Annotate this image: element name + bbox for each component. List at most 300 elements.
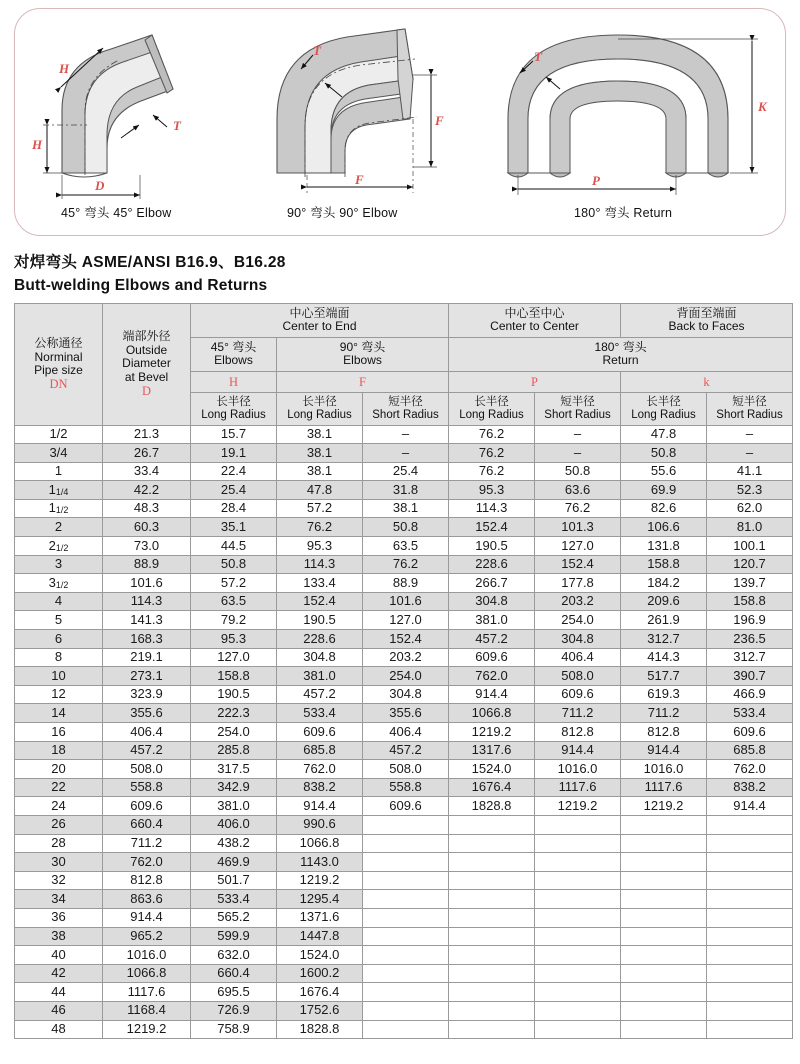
cell-h-long-radius: 95.3 xyxy=(191,630,277,649)
cell-f-short-radius: 558.8 xyxy=(363,778,449,797)
return-180-drawing xyxy=(490,15,790,215)
cell-empty xyxy=(535,815,621,834)
cell-empty xyxy=(449,834,535,853)
header-f-short-radius xyxy=(363,392,449,425)
cell-empty xyxy=(449,983,535,1002)
cell-k-long-radius: 69.9 xyxy=(621,481,707,500)
cell-k-short-radius: 62.0 xyxy=(707,499,793,518)
cell-outside-diameter: 863.6 xyxy=(103,890,191,909)
header-dn-en2: Pipe size xyxy=(34,362,83,377)
cell-empty xyxy=(707,853,793,872)
cell-h-long-radius: 28.4 xyxy=(191,499,277,518)
cell-empty xyxy=(363,815,449,834)
cell-k-long-radius: 209.6 xyxy=(621,592,707,611)
cell-empty xyxy=(621,946,707,965)
diagram-caption-45: 45° 弯头 45° Elbow xyxy=(61,206,172,220)
cell-empty xyxy=(449,908,535,927)
diagram-elbow-45 xyxy=(15,15,265,235)
cell-f-long-radius: 914.4 xyxy=(277,797,363,816)
cell-empty xyxy=(363,927,449,946)
cell-k-short-radius: – xyxy=(707,425,793,444)
cell-empty xyxy=(363,1001,449,1020)
cell-nominal-pipe-size: 28 xyxy=(15,834,103,853)
cell-f-long-radius: 1600.2 xyxy=(277,964,363,983)
table-row xyxy=(15,797,793,816)
cell-empty xyxy=(707,1001,793,1020)
cell-f-short-radius: 25.4 xyxy=(363,462,449,481)
cell-f-short-radius: 76.2 xyxy=(363,555,449,574)
cell-p-long-radius: 457.2 xyxy=(449,630,535,649)
cell-f-long-radius: 381.0 xyxy=(277,667,363,686)
cell-empty xyxy=(363,834,449,853)
cell-empty xyxy=(449,1020,535,1039)
table-row xyxy=(15,667,793,686)
table-row xyxy=(15,723,793,742)
cell-f-long-radius: 533.4 xyxy=(277,704,363,723)
cell-f-long-radius: 457.2 xyxy=(277,685,363,704)
cell-f-long-radius: 57.2 xyxy=(277,499,363,518)
cell-empty xyxy=(621,890,707,909)
elbow-45-drawing xyxy=(15,15,265,215)
cell-p-long-radius: 914.4 xyxy=(449,685,535,704)
cell-h-long-radius: 57.2 xyxy=(191,574,277,593)
cell-empty xyxy=(363,890,449,909)
cell-f-long-radius: 1524.0 xyxy=(277,946,363,965)
header-p-short-radius xyxy=(535,392,621,425)
cell-empty xyxy=(621,927,707,946)
header-dn-cn: 公称通径 xyxy=(34,336,83,351)
p-long-cn: 长半径 xyxy=(474,395,509,408)
cell-outside-diameter: 558.8 xyxy=(103,778,191,797)
diagram-panel xyxy=(14,8,786,236)
cell-k-short-radius: 390.7 xyxy=(707,667,793,686)
cell-nominal-pipe-size: 42 xyxy=(15,964,103,983)
cell-k-long-radius: 1117.6 xyxy=(621,778,707,797)
cell-k-long-radius: 184.2 xyxy=(621,574,707,593)
cell-h-long-radius: 342.9 xyxy=(191,778,277,797)
cell-p-short-radius: – xyxy=(535,425,621,444)
cell-h-long-radius: 758.9 xyxy=(191,1020,277,1039)
cell-p-short-radius: 711.2 xyxy=(535,704,621,723)
cell-f-long-radius: 1371.6 xyxy=(277,908,363,927)
cell-nominal-pipe-size: 38 xyxy=(15,927,103,946)
cell-nominal-pipe-size: 30 xyxy=(15,853,103,872)
cell-p-long-radius: 1219.2 xyxy=(449,723,535,742)
cell-empty xyxy=(535,890,621,909)
cell-k-long-radius: 414.3 xyxy=(621,648,707,667)
cell-p-long-radius: 1524.0 xyxy=(449,760,535,779)
header-h-long-radius xyxy=(191,392,277,425)
diagram-elbow-90 xyxy=(265,15,490,235)
cell-empty xyxy=(535,834,621,853)
table-row xyxy=(15,481,793,500)
cell-outside-diameter: 1066.8 xyxy=(103,964,191,983)
cell-p-short-radius: 127.0 xyxy=(535,537,621,556)
cell-nominal-pipe-size: 21/2 xyxy=(15,537,103,556)
cell-k-long-radius: 261.9 xyxy=(621,611,707,630)
cell-k-short-radius: 236.5 xyxy=(707,630,793,649)
sub45-en: Elbows xyxy=(214,353,253,368)
cell-f-short-radius: 101.6 xyxy=(363,592,449,611)
cell-p-long-radius: 152.4 xyxy=(449,518,535,537)
cell-f-short-radius: 127.0 xyxy=(363,611,449,630)
dim-label-d: D xyxy=(95,178,105,193)
cell-p-short-radius: 50.8 xyxy=(535,462,621,481)
cell-p-long-radius: 1317.6 xyxy=(449,741,535,760)
header-od-symbol: D xyxy=(141,384,152,399)
header-symbol-f xyxy=(277,371,449,392)
cell-outside-diameter: 762.0 xyxy=(103,853,191,872)
cell-k-short-radius: 838.2 xyxy=(707,778,793,797)
cell-h-long-radius: 632.0 xyxy=(191,946,277,965)
cell-empty xyxy=(707,964,793,983)
cell-p-short-radius: 812.8 xyxy=(535,723,621,742)
cell-p-short-radius: 254.0 xyxy=(535,611,621,630)
cell-outside-diameter: 1016.0 xyxy=(103,946,191,965)
cell-k-short-radius: 609.6 xyxy=(707,723,793,742)
f-long-cn: 长半径 xyxy=(302,395,337,408)
cell-empty xyxy=(707,983,793,1002)
cell-outside-diameter: 1168.4 xyxy=(103,1001,191,1020)
diagram-caption-90: 90° 弯头 90° Elbow xyxy=(287,206,398,220)
spec-table-head xyxy=(15,304,793,426)
cell-p-long-radius: 1066.8 xyxy=(449,704,535,723)
header-sub-180-return xyxy=(449,337,793,371)
sub45-cn: 45° 弯头 xyxy=(210,339,257,354)
cell-nominal-pipe-size: 5 xyxy=(15,611,103,630)
table-row xyxy=(15,760,793,779)
cell-f-short-radius: 304.8 xyxy=(363,685,449,704)
cell-empty xyxy=(621,908,707,927)
cell-outside-diameter: 1117.6 xyxy=(103,983,191,1002)
cell-f-long-radius: 76.2 xyxy=(277,518,363,537)
elbow-90-drawing xyxy=(265,15,490,215)
cell-empty xyxy=(707,815,793,834)
dim-label-f-horizontal: F xyxy=(355,172,364,187)
cell-k-long-radius: 312.7 xyxy=(621,630,707,649)
table-row xyxy=(15,1001,793,1020)
cell-p-long-radius: 95.3 xyxy=(449,481,535,500)
cell-nominal-pipe-size: 4 xyxy=(15,592,103,611)
cell-f-short-radius: 63.5 xyxy=(363,537,449,556)
table-row xyxy=(15,778,793,797)
cell-f-long-radius: 685.8 xyxy=(277,741,363,760)
cell-k-long-radius: 1016.0 xyxy=(621,760,707,779)
cell-nominal-pipe-size: 34 xyxy=(15,890,103,909)
cell-f-short-radius: 508.0 xyxy=(363,760,449,779)
sub90-en: Elbows xyxy=(343,353,382,368)
cell-empty xyxy=(621,1001,707,1020)
cell-empty xyxy=(535,983,621,1002)
cell-empty xyxy=(449,927,535,946)
cell-f-short-radius: 88.9 xyxy=(363,574,449,593)
dim-label-k: K xyxy=(758,99,767,114)
table-row xyxy=(15,685,793,704)
cell-empty xyxy=(449,853,535,872)
cell-nominal-pipe-size: 2 xyxy=(15,518,103,537)
cell-f-long-radius: 1219.2 xyxy=(277,871,363,890)
cell-empty xyxy=(621,983,707,1002)
cell-f-short-radius: 50.8 xyxy=(363,518,449,537)
header-row-groups xyxy=(15,304,793,338)
cell-nominal-pipe-size: 10 xyxy=(15,667,103,686)
cell-nominal-pipe-size: 48 xyxy=(15,1020,103,1039)
cell-k-long-radius: 55.6 xyxy=(621,462,707,481)
cell-k-short-radius: 466.9 xyxy=(707,685,793,704)
cell-p-short-radius: 1117.6 xyxy=(535,778,621,797)
cell-h-long-radius: 381.0 xyxy=(191,797,277,816)
cell-outside-diameter: 141.3 xyxy=(103,611,191,630)
cell-f-short-radius: 609.6 xyxy=(363,797,449,816)
f-short-cn: 短半径 xyxy=(388,395,423,408)
table-row xyxy=(15,630,793,649)
cell-h-long-radius: 254.0 xyxy=(191,723,277,742)
cell-outside-diameter: 168.3 xyxy=(103,630,191,649)
cell-k-short-radius: 52.3 xyxy=(707,481,793,500)
cell-outside-diameter: 73.0 xyxy=(103,537,191,556)
group-ctc-en: Center to Center xyxy=(490,319,579,334)
header-dn-en1: Norminal xyxy=(34,349,83,364)
cell-k-short-radius: 120.7 xyxy=(707,555,793,574)
cell-h-long-radius: 599.9 xyxy=(191,927,277,946)
cell-nominal-pipe-size: 32 xyxy=(15,871,103,890)
table-row xyxy=(15,425,793,444)
header-symbol-k xyxy=(621,371,793,392)
cell-outside-diameter: 219.1 xyxy=(103,648,191,667)
cell-empty xyxy=(363,853,449,872)
cell-k-long-radius: 47.8 xyxy=(621,425,707,444)
cell-f-long-radius: 47.8 xyxy=(277,481,363,500)
sub180-en: Return xyxy=(602,353,639,368)
cell-f-long-radius: 990.6 xyxy=(277,815,363,834)
symbol-h: H xyxy=(228,374,239,389)
cell-empty xyxy=(449,890,535,909)
sub90-cn: 90° 弯头 xyxy=(339,339,386,354)
cell-f-long-radius: 1295.4 xyxy=(277,890,363,909)
cell-p-long-radius: 304.8 xyxy=(449,592,535,611)
cell-empty xyxy=(707,1020,793,1039)
cell-nominal-pipe-size: 40 xyxy=(15,946,103,965)
cell-k-long-radius: 711.2 xyxy=(621,704,707,723)
cell-empty xyxy=(535,927,621,946)
cell-outside-diameter: 114.3 xyxy=(103,592,191,611)
table-row xyxy=(15,462,793,481)
table-row xyxy=(15,537,793,556)
cell-p-short-radius: 1219.2 xyxy=(535,797,621,816)
cell-f-long-radius: 190.5 xyxy=(277,611,363,630)
header-od-en3: at Bevel xyxy=(124,369,169,384)
cell-p-short-radius: 508.0 xyxy=(535,667,621,686)
cell-k-short-radius: 312.7 xyxy=(707,648,793,667)
cell-h-long-radius: 222.3 xyxy=(191,704,277,723)
cell-empty xyxy=(621,964,707,983)
cell-f-long-radius: 1143.0 xyxy=(277,853,363,872)
spec-table-wrap xyxy=(14,303,786,1039)
cell-empty xyxy=(707,927,793,946)
table-row xyxy=(15,704,793,723)
cell-h-long-radius: 660.4 xyxy=(191,964,277,983)
cell-h-long-radius: 438.2 xyxy=(191,834,277,853)
cell-p-short-radius: 609.6 xyxy=(535,685,621,704)
cell-k-short-radius: 139.7 xyxy=(707,574,793,593)
cell-empty xyxy=(707,834,793,853)
cell-f-short-radius: – xyxy=(363,425,449,444)
cell-p-long-radius: 76.2 xyxy=(449,462,535,481)
cell-outside-diameter: 914.4 xyxy=(103,908,191,927)
header-dn-symbol: DN xyxy=(49,377,68,392)
cell-k-long-radius: 106.6 xyxy=(621,518,707,537)
cell-f-long-radius: 133.4 xyxy=(277,574,363,593)
cell-empty xyxy=(363,1020,449,1039)
cell-k-long-radius: 158.8 xyxy=(621,555,707,574)
cell-k-short-radius: 196.9 xyxy=(707,611,793,630)
cell-h-long-radius: 127.0 xyxy=(191,648,277,667)
cell-f-long-radius: 95.3 xyxy=(277,537,363,556)
cell-nominal-pipe-size: 1 xyxy=(15,462,103,481)
cell-p-short-radius: 152.4 xyxy=(535,555,621,574)
cell-f-long-radius: 1828.8 xyxy=(277,1020,363,1039)
cell-h-long-radius: 695.5 xyxy=(191,983,277,1002)
cell-nominal-pipe-size: 18 xyxy=(15,741,103,760)
cell-outside-diameter: 42.2 xyxy=(103,481,191,500)
cell-outside-diameter: 33.4 xyxy=(103,462,191,481)
cell-outside-diameter: 812.8 xyxy=(103,871,191,890)
dim-label-h-diagonal: H xyxy=(59,61,70,76)
spec-table-body xyxy=(15,425,793,1039)
header-od-en2: Diameter xyxy=(122,356,171,371)
header-group-back-to-faces xyxy=(621,304,793,338)
cell-empty xyxy=(449,1001,535,1020)
cell-p-short-radius: 177.8 xyxy=(535,574,621,593)
cell-k-long-radius: 517.7 xyxy=(621,667,707,686)
cell-empty xyxy=(707,871,793,890)
group-cte-en: Center to End xyxy=(282,319,357,334)
cell-f-long-radius: 1447.8 xyxy=(277,927,363,946)
dim-label-h-vertical: H xyxy=(32,137,43,152)
cell-f-long-radius: 609.6 xyxy=(277,723,363,742)
cell-nominal-pipe-size: 1/2 xyxy=(15,425,103,444)
cell-empty xyxy=(535,908,621,927)
cell-k-long-radius: 131.8 xyxy=(621,537,707,556)
table-row xyxy=(15,592,793,611)
cell-empty xyxy=(621,871,707,890)
cell-p-long-radius: 76.2 xyxy=(449,444,535,463)
cell-k-short-radius: 81.0 xyxy=(707,518,793,537)
cell-f-short-radius: 457.2 xyxy=(363,741,449,760)
k-short-en: Short Radius xyxy=(716,408,783,421)
table-row xyxy=(15,574,793,593)
cell-f-short-radius: 31.8 xyxy=(363,481,449,500)
cell-empty xyxy=(707,890,793,909)
k-short-cn: 短半径 xyxy=(732,395,767,408)
header-sub-45-elbows xyxy=(191,337,277,371)
cell-f-short-radius: 355.6 xyxy=(363,704,449,723)
group-btf-cn: 背面至端面 xyxy=(676,306,737,320)
cell-p-short-radius: 203.2 xyxy=(535,592,621,611)
cell-nominal-pipe-size: 8 xyxy=(15,648,103,667)
cell-k-long-radius: 82.6 xyxy=(621,499,707,518)
cell-p-short-radius: 304.8 xyxy=(535,630,621,649)
cell-nominal-pipe-size: 26 xyxy=(15,815,103,834)
cell-empty xyxy=(535,871,621,890)
cell-f-long-radius: 1752.6 xyxy=(277,1001,363,1020)
table-row xyxy=(15,741,793,760)
cell-p-short-radius: 406.4 xyxy=(535,648,621,667)
header-od-cn: 端部外径 xyxy=(122,329,171,344)
cell-outside-diameter: 508.0 xyxy=(103,760,191,779)
cell-f-short-radius: 406.4 xyxy=(363,723,449,742)
table-row xyxy=(15,983,793,1002)
cell-h-long-radius: 63.5 xyxy=(191,592,277,611)
sub180-cn: 180° 弯头 xyxy=(594,339,647,354)
cell-h-long-radius: 533.4 xyxy=(191,890,277,909)
cell-nominal-pipe-size: 6 xyxy=(15,630,103,649)
symbol-f: F xyxy=(359,374,366,389)
group-cte-cn: 中心至端面 xyxy=(289,306,350,320)
cell-nominal-pipe-size: 11/4 xyxy=(15,481,103,500)
cell-k-long-radius: 619.3 xyxy=(621,685,707,704)
cell-h-long-radius: 25.4 xyxy=(191,481,277,500)
page-title-cn: 对焊弯头 ASME/ANSI B16.9、B16.28 xyxy=(14,254,286,271)
symbol-p: P xyxy=(531,374,538,389)
cell-p-short-radius: 914.4 xyxy=(535,741,621,760)
cell-nominal-pipe-size: 3/4 xyxy=(15,444,103,463)
cell-f-long-radius: 304.8 xyxy=(277,648,363,667)
cell-k-long-radius: 50.8 xyxy=(621,444,707,463)
cell-nominal-pipe-size: 22 xyxy=(15,778,103,797)
cell-outside-diameter: 355.6 xyxy=(103,704,191,723)
cell-f-short-radius: 38.1 xyxy=(363,499,449,518)
cell-outside-diameter: 88.9 xyxy=(103,555,191,574)
dim-label-t: T xyxy=(313,43,321,58)
cell-outside-diameter: 101.6 xyxy=(103,574,191,593)
table-row xyxy=(15,1020,793,1039)
cell-h-long-radius: 285.8 xyxy=(191,741,277,760)
header-p-long-radius xyxy=(449,392,535,425)
cell-k-short-radius: 41.1 xyxy=(707,462,793,481)
table-row xyxy=(15,964,793,983)
cell-outside-diameter: 26.7 xyxy=(103,444,191,463)
table-row xyxy=(15,853,793,872)
cell-empty xyxy=(621,834,707,853)
cell-empty xyxy=(621,1020,707,1039)
p-short-en: Short Radius xyxy=(544,408,611,421)
cell-p-short-radius: 1016.0 xyxy=(535,760,621,779)
cell-empty xyxy=(535,853,621,872)
cell-nominal-pipe-size: 3 xyxy=(15,555,103,574)
cell-f-short-radius: – xyxy=(363,444,449,463)
dim-label-t: T xyxy=(534,49,542,64)
cell-p-short-radius: 76.2 xyxy=(535,499,621,518)
cell-nominal-pipe-size: 12 xyxy=(15,685,103,704)
symbol-k: k xyxy=(703,374,710,389)
cell-p-short-radius: – xyxy=(535,444,621,463)
p-long-en: Long Radius xyxy=(459,408,524,421)
table-row xyxy=(15,871,793,890)
cell-outside-diameter: 21.3 xyxy=(103,425,191,444)
table-row xyxy=(15,518,793,537)
cell-empty xyxy=(363,964,449,983)
cell-f-short-radius: 254.0 xyxy=(363,667,449,686)
cell-nominal-pipe-size: 31/2 xyxy=(15,574,103,593)
cell-k-short-radius: 762.0 xyxy=(707,760,793,779)
header-sub-90-elbows xyxy=(277,337,449,371)
cell-outside-diameter: 711.2 xyxy=(103,834,191,853)
cell-k-short-radius: 533.4 xyxy=(707,704,793,723)
cell-h-long-radius: 406.0 xyxy=(191,815,277,834)
table-row xyxy=(15,555,793,574)
cell-empty xyxy=(535,1001,621,1020)
